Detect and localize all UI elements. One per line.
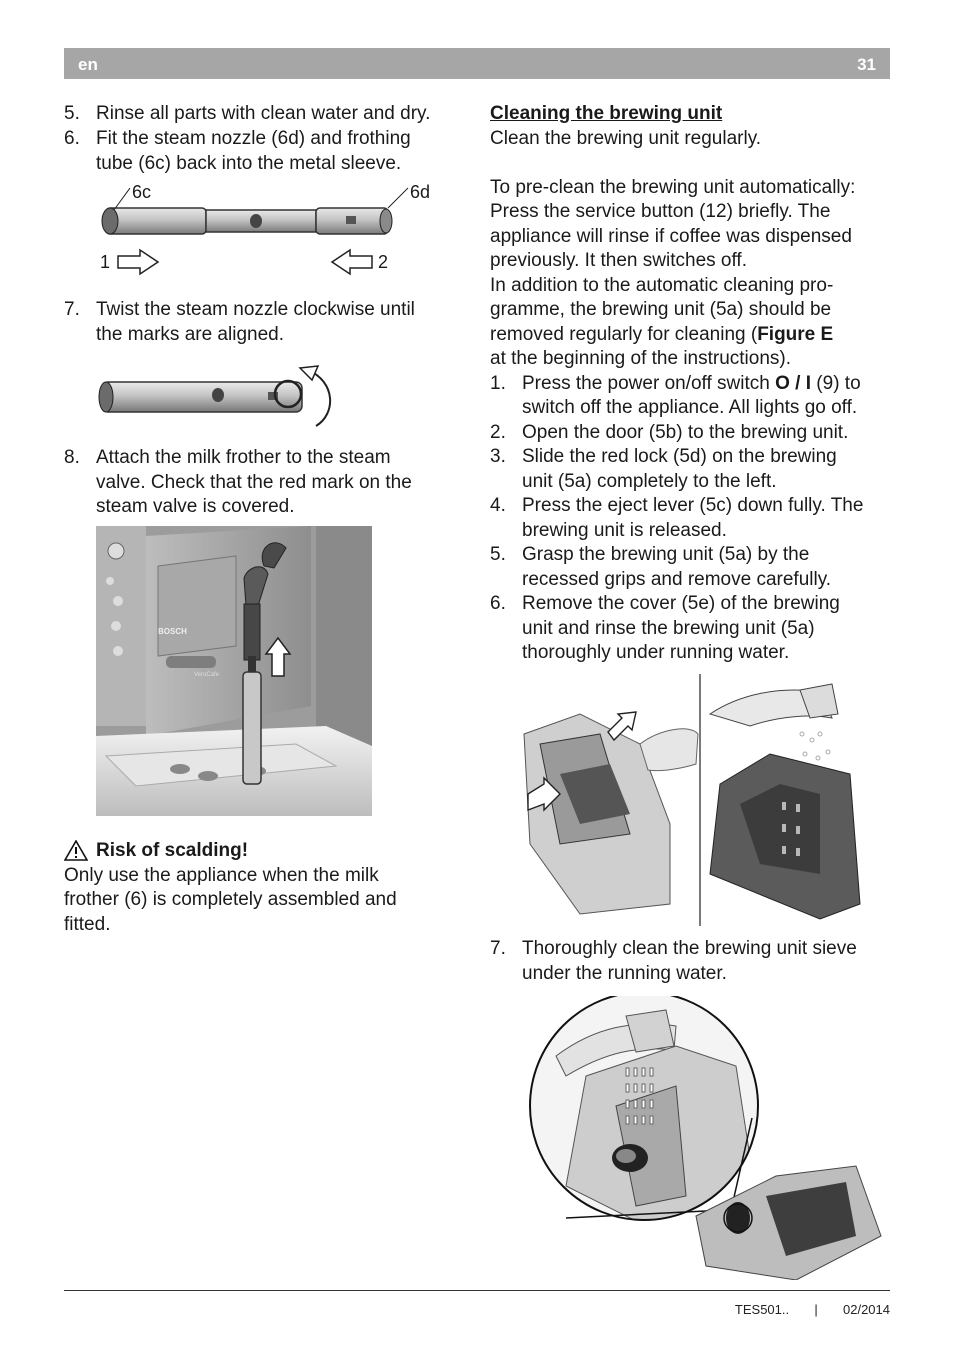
step-6-left: 6. Fit the steam nozzle (6d) and frothing tube (6c) back into the metal sleeve. [64,128,411,174]
intro-text: Clean the brewing unit regularly. [490,127,762,149]
figure-reference: Figure E [757,323,834,345]
scalding-warning [64,839,464,937]
para-line-5: In addition to the automatic cleaning pro- [490,274,834,296]
machine-brand-text: BOSCH [158,627,187,636]
para-line-8: at the beginning of the instructions). [490,348,792,369]
coffee-machine-frother-figure [96,526,372,816]
para-line-7: removed regularly for cleaning (Figure E [490,323,834,345]
footer-date: 02/2014 [843,1302,890,1317]
page-number: 31 [857,55,876,74]
language-code: en [78,55,98,74]
step-7-right: 7. Thoroughly clean the brewing unit sieve under the running water. [490,938,857,984]
step-5-left: 5. Rinse all parts with clean water and dry. [64,103,431,124]
brewing-unit-rinse-figure [520,674,865,926]
step-5-right: 5. Grasp the brewing unit (5a) by the recessed grips and remove carefully. [490,544,832,590]
para-line-4: previously. It then switches off. [490,250,747,271]
step-8-left: 8. Attach the milk frother to the steam valve. Check that the red mark on the steam valve is covered. [64,447,412,517]
step-1-right: 1. Press the power on/off switch O / I (9) to switch off the appliance. All lights go off. [490,372,861,418]
nozzle-twist-figure [96,364,346,434]
footer-separator: | [814,1302,818,1317]
warning-title: Risk of scalding! [96,840,249,861]
machine-model-text: VeroCafe [194,672,220,678]
warning-line-3: fitted. [64,913,111,935]
para-line-6: gramme, the brewing unit (5a) should be [490,299,832,320]
section-heading: Cleaning the brewing unit [490,103,723,124]
page-footer [735,1298,890,1323]
step-6-right: 6. Remove the cover (5e) of the brewing unit and rinse the brewing unit (5a) thoroughly under running water. [490,593,840,663]
para-line-2: Press the service button (12) briefly. The [490,201,831,222]
step-3-right: 3. Slide the red lock (5d) on the brewing unit (5a) completely to the left. [490,446,837,492]
footer-model: TES501.. [734,1302,790,1317]
label-6c: 6c [132,182,152,202]
right-column [490,102,894,666]
power-switch-symbol: O / I [775,372,812,394]
step-4-right: 4. Press the eject lever (5c) down fully. The brewing unit is released. [490,495,864,541]
label-6d: 6d [410,182,431,202]
para-line-1: To pre-clean the brewing unit automatically: [490,176,856,198]
warning-line-1: Only use the appliance when the milk [64,864,379,886]
step-2-right: 2. Open the door (5b) to the brewing unit. [490,421,849,443]
label-2: 2 [378,252,389,272]
step-7-left: 7. Twist the steam nozzle clockwise until the marks are aligned. [64,299,415,345]
brewing-unit-sieve-figure [526,996,886,1280]
label-1: 1 [100,252,111,272]
warning-line-2: frother (6) is completely assembled and [64,889,397,910]
footer-rule [64,1290,890,1291]
warning-icon [64,840,88,869]
para-line-3: appliance will rinse if coffee was dispensed [490,225,852,247]
frothing-tube-assembly-figure [96,178,436,278]
page-header-bar [64,48,890,79]
